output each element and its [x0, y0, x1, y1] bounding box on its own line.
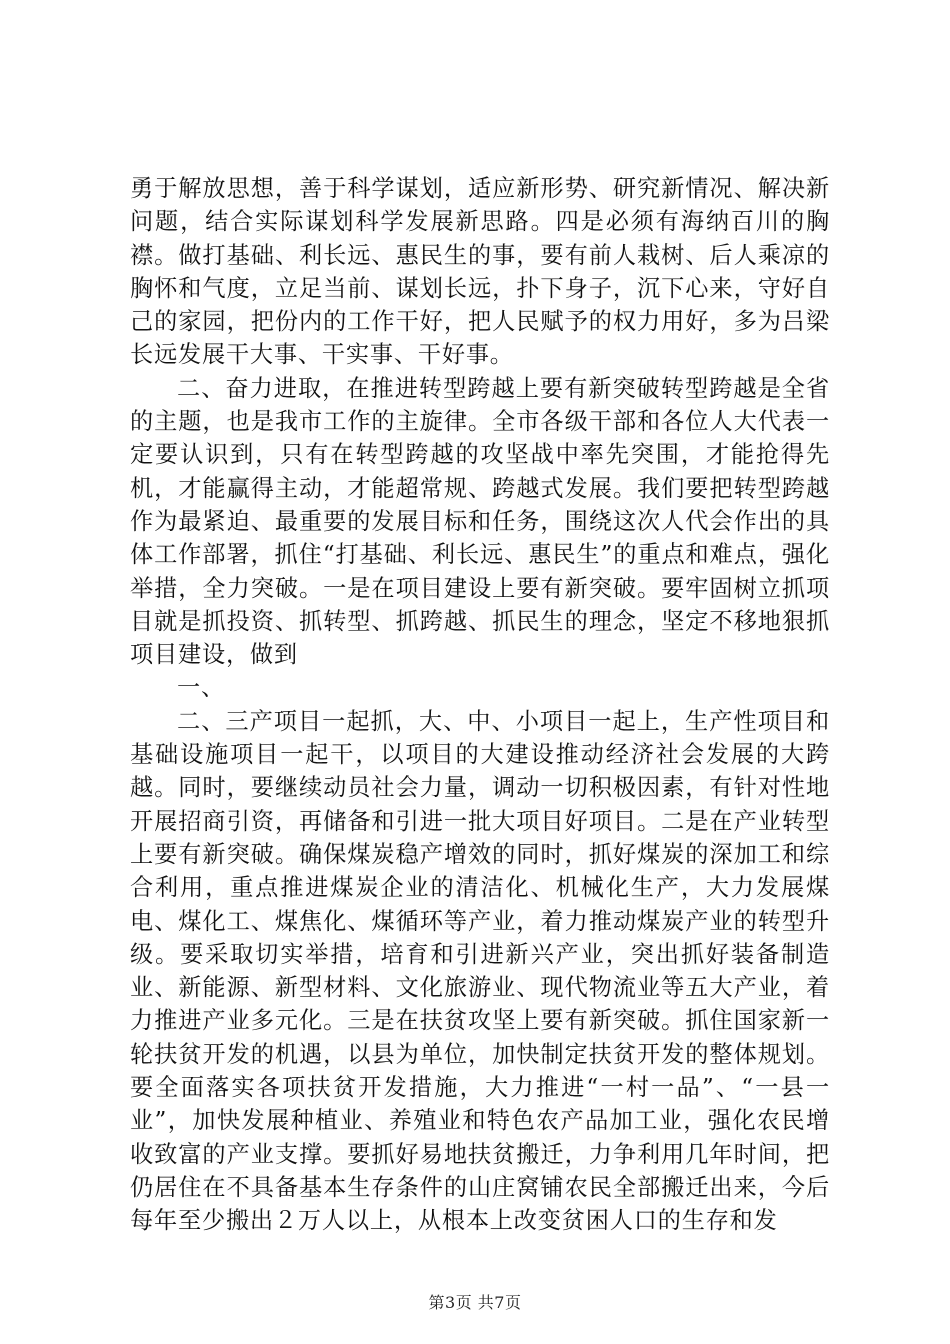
paragraph-1: 勇于解放思想，善于科学谋划，适应新形势、研究新情况、解决新问题，结合实际谋划科学发展新思路。四是必须有海纳百川的胸襟。做打基础、利长远、惠民生的事，要有前人栽树、后人乘凉的胸怀和气度，立足当前、谋划长远，扑下身子，沉下心来，守好自己的家园，把份内的工作干好，把人民赋予的权力用好，多为吕梁长远发展干大事、干实事、干好事。: [130, 175, 830, 369]
page-footer: 第3页 共7页: [428, 1293, 522, 1312]
paragraph-4: 二、三产项目一起抓，大、中、小项目一起上，生产性项目和基础设施项目一起干，以项目的大建设推动经济社会发展的大跨越。同时，要继续动员社会力量，调动一切积极因素，有针对性地开展招商引资，再储备和引进一批大项目好项目。二是在产业转型上要有新突破。确保煤炭稳产增效的同时，抓好煤炭的深加工和综合利用，重点推进煤炭企业的清洁化、机械化生产，大力发展煤电、煤化工、煤焦化、煤循环等产业，着力推动煤炭产业的转型升级。要采取切实举措，培育和引进新兴产业，突出抓好装备制造业、新能源、新型材料、文化旅游业、现代物流业等五大产业，着力推进产业多元化。三是在扶贫攻坚上要有新突破。抓住国家新一轮扶贫开发的机遇，以县为单位，加快制定扶贫开发的整体规划。要全面落实各项扶贫开发措施，大力推进“一村一品”、“一县一业”，加快发展种植业、养殖业和特色农产品加工业，强化农民增收致富的产业支撑。要抓好易地扶贫搬迁，力争利用几年时间，把仍居住在不具备基本生存条件的山庄窝铺农民全部搬迁出来，今后每年至少搬出２万人以上，从根本上改变贫困人口的生存和发: [130, 707, 830, 1235]
paragraph-3: 一、: [177, 674, 225, 702]
document-body: [130, 172, 830, 1238]
paragraph-2: 二、奋力进取，在推进转型跨越上要有新突破转型跨越是全省的主题，也是我市工作的主旋律。全市各级干部和各位人大代表一定要认识到，只有在转型跨越的攻坚战中率先突围，才能抢得先机，才能赢得主动，才能超常规、跨越式发展。我们要把转型跨越作为最紧迫、最重要的发展目标和任务，围绕这次人代会作出的具体工作部署，抓住“打基础、利长远、惠民生”的重点和难点，强化举措，全力突破。一是在项目建设上要有新突破。要牢固树立抓项目就是抓投资、抓转型、抓跨越、抓民生的理念，坚定不移地狠抓项目建设，做到: [130, 374, 830, 669]
